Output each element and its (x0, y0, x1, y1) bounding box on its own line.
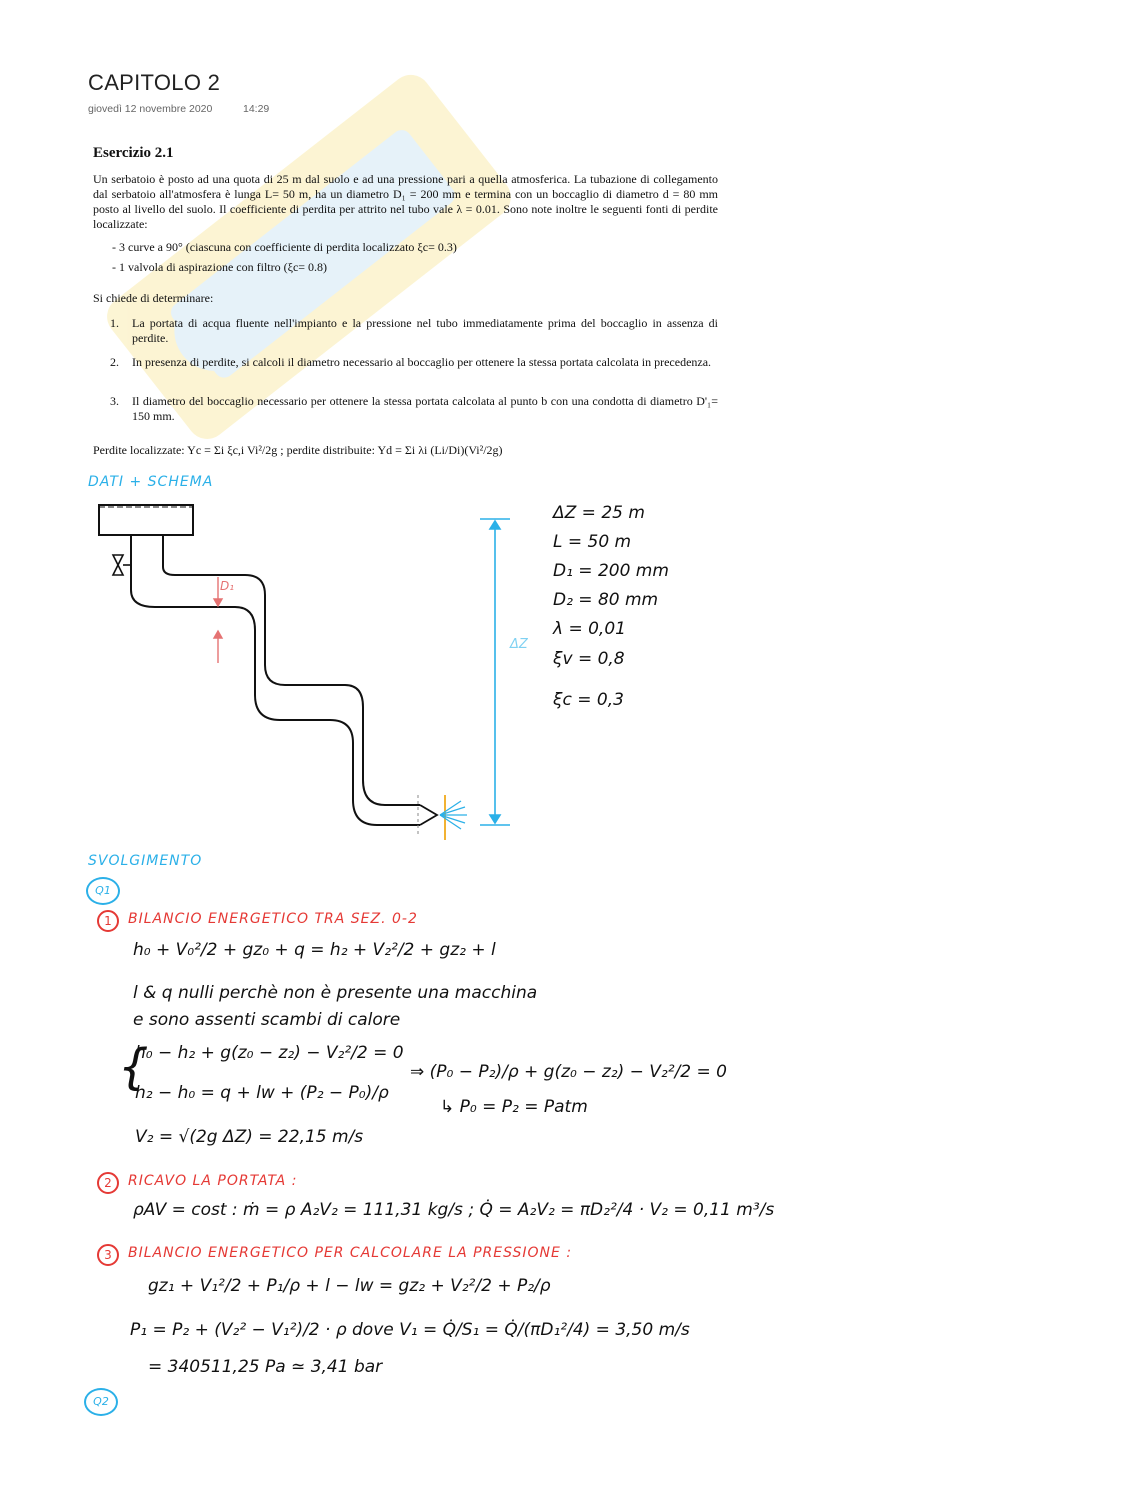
step3-number: 3 (97, 1244, 119, 1266)
exercise-title: Esercizio 2.1 (93, 145, 174, 161)
loss-bullet-curves: - 3 curve a 90° (ciascuna con coefficiente di perdita localizzato ξc= 0.3) (112, 240, 457, 254)
given-xi-c: ξc = 0,3 (553, 690, 624, 710)
pipe-schema-diagram (85, 495, 545, 860)
step3-energy-equation: gz₁ + V₁²/2 + P₁/ρ + l − lw = gz₂ + V₂²/2 + P₂/ρ (148, 1276, 551, 1296)
list-item-text: La portata di acqua fluente nell'impianto e la pressione nel tubo immediatamente prima del boccaglio in assenza di perdite. (132, 316, 718, 345)
step2-number: 2 (97, 1172, 119, 1194)
tank-shape (99, 505, 193, 535)
dz-label: ΔZ (510, 637, 528, 652)
dz-dimension (480, 519, 510, 825)
step2-title: RICAVO LA PORTATA : (128, 1173, 298, 1189)
step1-result: ⇒ (P₀ − P₂)/ρ + g(z₀ − z₂) − V₂²/2 = 0 (410, 1062, 727, 1082)
flow-rate-equation: ρAV = cost : ṁ = ρ A₂V₂ = 111,31 kg/s ; Q̇ = A₂V₂ = πD₂²/4 · V₂ = 0,11 m³/s (133, 1200, 775, 1220)
part2-tag: Q2 (84, 1388, 118, 1416)
step1-title: BILANCIO ENERGETICO TRA SEZ. 0-2 (128, 911, 418, 927)
valve-icon (113, 555, 123, 575)
given-dz: ΔZ = 25 m (553, 503, 645, 523)
solution-heading: SVOLGIMENTO (88, 853, 203, 869)
loss-formula: Perdite localizzate: Yc = Σi ξc,i Vi²/2g ; perdite distribuite: Yd = Σi λi (Li/Di)(Vi²/2g) (93, 443, 503, 457)
pipe-outer-wall (131, 535, 420, 825)
list-item (110, 355, 718, 370)
v2-result: V₂ = √(2g ΔZ) = 22,15 m/s (135, 1127, 364, 1147)
given-d1: D₁ = 200 mm (553, 561, 669, 581)
pressure-result: = 340511,25 Pa ≃ 3,41 bar (148, 1357, 383, 1377)
given-length: L = 50 m (553, 532, 632, 552)
list-item-number: 1. (110, 316, 119, 330)
list-item (110, 316, 718, 346)
pressure-equation: P₁ = P₂ + (V₂² − V₁²)/2 · ρ dove V₁ = Q̇/S₁ = Q̇/(πD₁²/4) = 3,50 m/s (130, 1320, 690, 1340)
list-item-number: 3. (110, 394, 119, 408)
list-item-text: Il diametro del boccaglio necessario per ottenere la stessa portata calcolata al punto b con una condotta di diametro D'₁= 150 mm. (132, 394, 718, 423)
step1-number: 1 (97, 910, 119, 932)
note-date: giovedì 12 novembre 2020 (88, 103, 213, 115)
list-item-text: In presenza di perdite, si calcoli il diametro necessario al boccaglio per ottenere la stessa portata calcolata in precedenza. (132, 355, 712, 369)
diagram-heading: DATI + SCHEMA (88, 474, 214, 490)
given-d2: D₂ = 80 mm (553, 590, 659, 610)
step1-pressure-note: ↳ P₀ = P₂ = Patm (440, 1097, 588, 1117)
exercise-intro: Un serbatoio è posto ad una quota di 25 m dal suolo e ad una pressione pari a quella atmosferica. La tubazione di collegamento dal serbatoio all'atmosfera è lunga L= 50 m, ha un diametro D₁ = 200 mm e termina con un boccaglio di diametro d = 80 mm posto al livello del suolo. Il coefficiente di perdita per attrito nel tubo vale λ = 0.01. Sono note inoltre le seguenti fonti di perdite localizzate: (93, 172, 718, 231)
list-item (110, 394, 718, 424)
step1-energy-equation: h₀ + V₀²/2 + gz₀ + q = h₂ + V₂²/2 + gz₂ + l (133, 940, 496, 960)
system-eq1: h₀ − h₂ + g(z₀ − z₂) − V₂²/2 = 0 (135, 1043, 404, 1063)
note-time: 14:29 (243, 103, 270, 115)
given-lambda: λ = 0,01 (553, 619, 626, 639)
step1-note-machine: l & q nulli perchè non è presente una macchina (133, 983, 538, 1003)
nozzle-shape (420, 805, 437, 825)
request-text: Si chiede di determinare: (93, 291, 214, 305)
part1-tag: Q1 (86, 877, 120, 905)
step3-title: BILANCIO ENERGETICO PER CALCOLARE LA PRESSIONE : (128, 1245, 573, 1261)
page-title: CAPITOLO 2 (88, 70, 221, 95)
system-brace: { (118, 1039, 149, 1095)
given-xi-v: ξv = 0,8 (553, 649, 625, 669)
system-eq2: h₂ − h₀ = q + lw + (P₂ − P₀)/ρ (135, 1083, 389, 1103)
list-item-number: 2. (110, 355, 119, 369)
loss-bullet-valve: - 1 valvola di aspirazione con filtro (ξc= 0.8) (112, 260, 328, 274)
pipe-inner-wall (163, 535, 420, 805)
d1-label: D₁ (220, 579, 235, 593)
step1-note-heat: e sono assenti scambi di calore (133, 1010, 401, 1030)
